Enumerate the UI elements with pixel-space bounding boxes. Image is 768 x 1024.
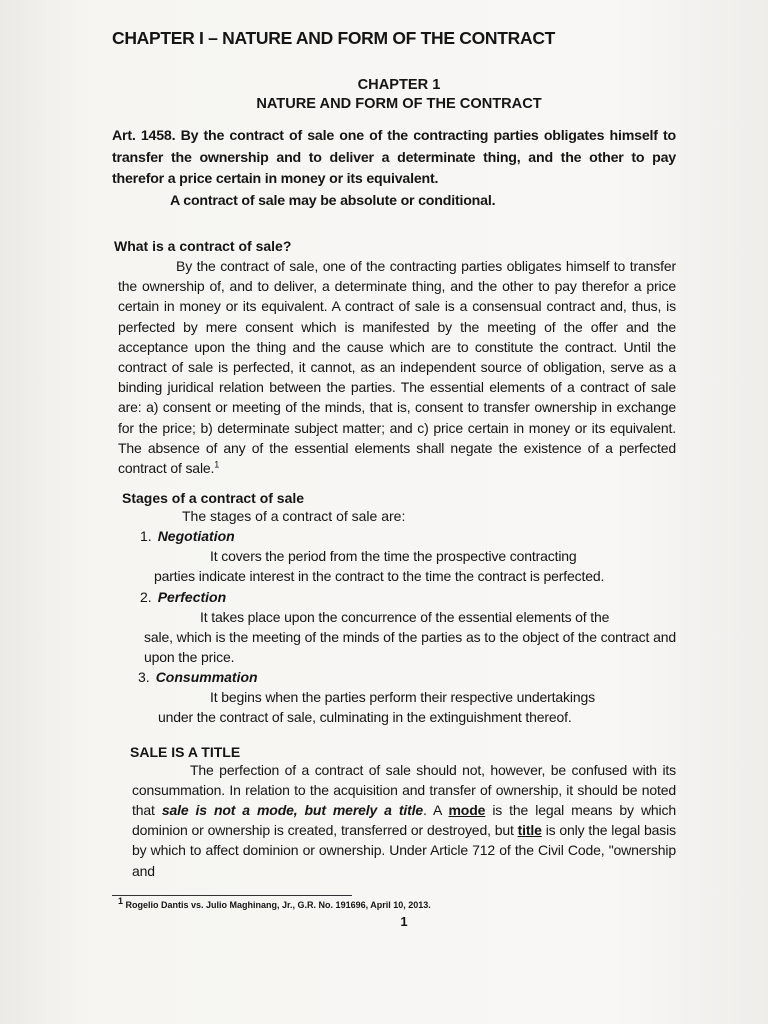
paragraph-text: is only the legal basis by which to affect dominion or ownership. Under Article 712 of the Civil Code, "ownership and [132,822,676,879]
footnote [112,895,676,910]
term-mode: mode [448,802,486,819]
stage-title [138,667,676,687]
stage-name: Perfection [157,588,227,605]
stages-heading: Stages of a contract of sale [122,490,305,507]
stage-description-rest: sale, which is the meeting of the minds of the parties as to the object of the contract and upon the price. [144,628,676,666]
stage-description-first: It covers the period from the time the prospective contracting [210,548,577,565]
stage-number: 1. [140,528,152,545]
stage-description-rest: parties indicate interest in the contract to the time the contract is perfected. [154,568,605,585]
footnote-reference: 1 [214,459,220,470]
stage-number: 2. [140,588,152,605]
term-title: title [517,822,542,839]
stage-perfection [140,587,676,668]
emphasis-text: sale is not a mode, but merely a title [161,802,423,819]
stage-number: 3. [138,669,150,686]
stage-name: Negotiation [157,528,235,545]
page-number: 1 [400,913,408,929]
article-1458 [112,126,676,212]
stages-intro: The stages of a contract of sale are: [182,508,406,525]
stage-consummation [138,667,676,727]
what-is-contract-paragraph [112,256,676,478]
paragraph-text: The perfection of a contract of sale should not, however, be confused with its consummation. In relation to the acquisition and transfer of ownership, it should be noted that [132,761,676,819]
footnote-number: 1 [118,895,124,906]
stage-description-first: It begins when the parties perform their respective undertakings [210,689,595,706]
sale-is-title-heading: SALE IS A TITLE [130,743,241,760]
stage-title [140,587,676,607]
chapter-heading [112,76,676,114]
footnote-divider [112,895,352,896]
stage-description-rest: under the contract of sale, culminating in the extinguishment thereof. [158,709,572,726]
stage-name: Consummation [155,669,258,686]
what-is-contract-heading: What is a contract of sale? [114,238,292,254]
paragraph-text: . A [423,802,442,819]
running-head: CHAPTER I – NATURE AND FORM OF THE CONTRACT [112,28,556,48]
what-is-contract-text: By the contract of sale, one of the contracting parties obligates himself to transfer the ownership of, and to deliver, a determinate thing, and the other to pay therefor a price certain in money or its equivalent. A contract of sale is a consensual contract and, thus, is perfected by mere consent which is manifested by the meeting of the offer and the acceptance upon the thing and the cause which are to constitute the contract. Until the contract of sale is perfected, it cannot, as an independent source of obligation, serve as a binding juridical relation between the parties. The essential elements of a contract of sale are: a) consent or meeting of the minds, that is, consent to transfer ownership in exchange for the price; b) determinate subject matter; and c) price certain in money or its equivalent. The absence of any of the essential elements shall negate the existence of a perfected contract of sale. [118,258,676,477]
stage-description [154,546,676,586]
chapter-number: CHAPTER 1 [357,77,441,93]
sale-is-title-paragraph [112,760,676,881]
stage-description [144,607,676,668]
article-second-text: A contract of sale may be absolute or conditional. [170,192,496,209]
chapter-title: NATURE AND FORM OF THE CONTRACT [256,96,542,112]
stage-negotiation [140,526,676,586]
paragraph-text: is the legal means by which dominion or ownership is created, transferred or destroyed, but [132,802,677,839]
stage-title [140,526,676,546]
stage-description [158,687,676,727]
footnote-text: Rogelio Dantis vs. Julio Maghinang, Jr., G.R. No. 191696, April 10, 2013. [125,899,431,910]
article-main-text: Art. 1458. By the contract of sale one of the contracting parties obligates himself to transfer the ownership and to deliver a determinate thing, and the other to pay therefor a price certain in money or its equivalent. [112,128,676,187]
stage-description-first: It takes place upon the concurrence of the essential elements of the [200,608,610,625]
